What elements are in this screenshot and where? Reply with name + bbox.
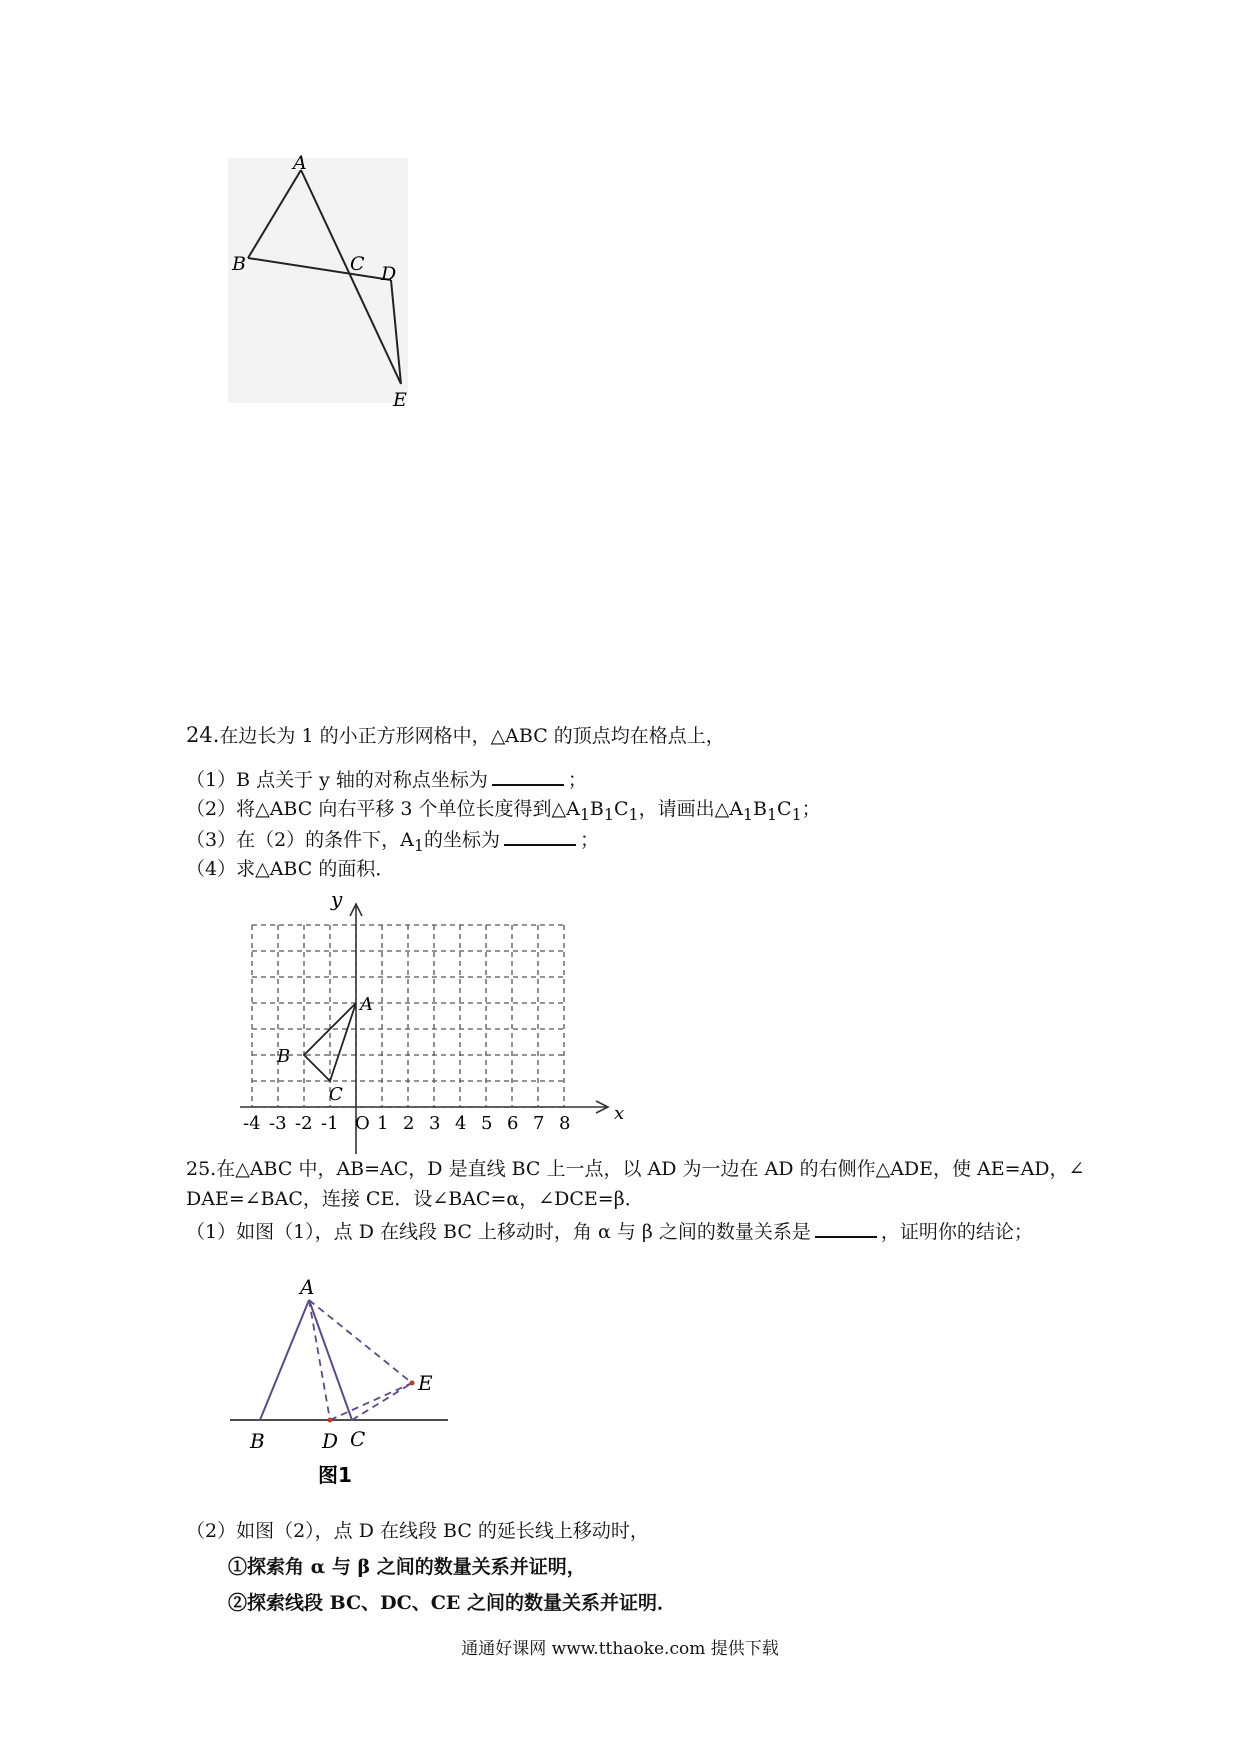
segment-de <box>330 1383 412 1420</box>
segment-ad <box>309 1300 330 1420</box>
figure-1 <box>226 1258 466 1508</box>
segment-ab <box>260 1300 309 1420</box>
q24-part3-text-a: （3）在（2）的条件下，A <box>186 829 414 851</box>
q24-number: 24. <box>186 723 220 747</box>
q24-part3-end: ； <box>580 829 600 851</box>
q24-part4 <box>186 856 394 882</box>
q24-part1-text: （1）B 点关于 y 轴的对称点坐标为 <box>186 769 488 791</box>
q25-part2 <box>186 1518 649 1544</box>
label-d: D <box>381 263 397 285</box>
label-b: B <box>232 253 246 275</box>
q24-part2-text-d: ，请画出△A <box>638 798 743 820</box>
q24-part3 <box>186 826 599 859</box>
q25-part1-text: （1）如图（1），点 D 在线段 BC 上移动时，角 α 与 β 之间的数量关系是 <box>186 1221 811 1243</box>
q24-part2 <box>186 796 821 828</box>
label-e: E <box>418 1371 433 1395</box>
q24-part1-end: ； <box>567 769 587 791</box>
q24-part2-text-g: ； <box>801 798 821 820</box>
page-footer: 通通好课网 www.tthaoke.com 提供下载 <box>461 1639 779 1659</box>
q24-part2-text-c: C <box>613 798 629 820</box>
answer-blank-1[interactable] <box>492 766 564 786</box>
label-e: E <box>393 389 407 408</box>
x-tick-label: -2 <box>295 1113 313 1134</box>
q25-part2-text: （2）如图（2），点 D 在线段 BC 的延长线上移动时， <box>186 1520 649 1542</box>
q25-line2 <box>186 1186 644 1212</box>
answer-blank-3[interactable] <box>815 1218 877 1238</box>
x-axis-label: x <box>614 1103 625 1124</box>
subscript: 1 <box>628 804 639 824</box>
figure-top-triangles <box>228 148 418 408</box>
point-e <box>410 1381 415 1386</box>
y-axis-label: y <box>331 887 343 911</box>
x-tick-label: -1 <box>321 1113 339 1134</box>
point-b-label: B <box>277 1046 291 1067</box>
subscript: 1 <box>603 804 614 824</box>
x-tick-label: -3 <box>269 1113 287 1134</box>
x-tick-label: 3 <box>429 1113 441 1134</box>
q24-stem-text: 在边长为 1 的小正方形网格中，△ABC 的顶点均在格点上， <box>219 725 725 747</box>
q25-part1 <box>186 1218 1033 1245</box>
subscript: 1 <box>766 804 778 824</box>
q24-part2-text-f: C <box>777 798 792 820</box>
q25-part1-end: ，证明你的结论； <box>880 1221 1033 1243</box>
q25-line1-text: 25.在△ABC 中，AB=AC，D 是直线 BC 上一点，以 AD 为一边在 AD 的右侧作△ADE，使 AE=AD，∠ <box>186 1158 1085 1180</box>
label-b: B <box>250 1429 265 1453</box>
x-tick-label: 4 <box>455 1113 467 1134</box>
subscript: 1 <box>791 804 802 824</box>
subscript: 1 <box>742 804 753 824</box>
x-tick-label: 6 <box>507 1113 519 1134</box>
x-tick-label: 2 <box>403 1113 415 1134</box>
q25-part2-sub1-text: ①探索角 α 与 β 之间的数量关系并证明， <box>228 1556 586 1578</box>
answer-blank-2[interactable] <box>504 826 576 846</box>
label-d: D <box>322 1429 339 1453</box>
q24-part2-text-a: （2）将△ABC 向右平移 3 个单位长度得到△A <box>186 798 580 820</box>
x-tick-label: 5 <box>481 1113 493 1134</box>
origin-label: O <box>355 1113 370 1134</box>
x-tick-label: 8 <box>559 1113 571 1134</box>
point-c-label: C <box>329 1084 343 1105</box>
q24-part2-text-e: B <box>753 798 767 820</box>
subscript: 1 <box>579 804 590 824</box>
q24-part2-text-b: B <box>589 798 604 820</box>
coordinate-grid-figure <box>226 882 626 1162</box>
label-a: A <box>293 152 307 174</box>
segment-ce <box>352 1383 412 1420</box>
label-c: C <box>350 1427 366 1451</box>
q25-line2-text: DAE=∠BAC，连接 CE．设∠BAC=α，∠DCE=β． <box>186 1188 644 1210</box>
point-d <box>328 1418 333 1423</box>
q25-part2-sub1 <box>228 1554 586 1580</box>
q25-part2-sub2 <box>228 1590 676 1616</box>
point-a-label: A <box>360 994 373 1015</box>
q25-line1 <box>186 1156 1084 1182</box>
q24-part3-text-b: 的坐标为 <box>423 829 500 851</box>
x-tick-label: 1 <box>377 1113 389 1134</box>
q24-part4-text: （4）求△ABC 的面积． <box>186 858 395 880</box>
q24-stem <box>186 722 725 749</box>
subscript: 1 <box>413 835 424 855</box>
x-tick-label: -4 <box>243 1113 261 1134</box>
label-a: A <box>300 1275 315 1299</box>
label-c: C <box>350 253 365 275</box>
x-tick-label: 7 <box>533 1113 545 1134</box>
q24-part1 <box>186 766 587 793</box>
q25-part2-sub2-text: ②探索线段 BC、DC、CE 之间的数量关系并证明． <box>228 1592 676 1614</box>
figure-caption: 图1 <box>318 1463 352 1487</box>
